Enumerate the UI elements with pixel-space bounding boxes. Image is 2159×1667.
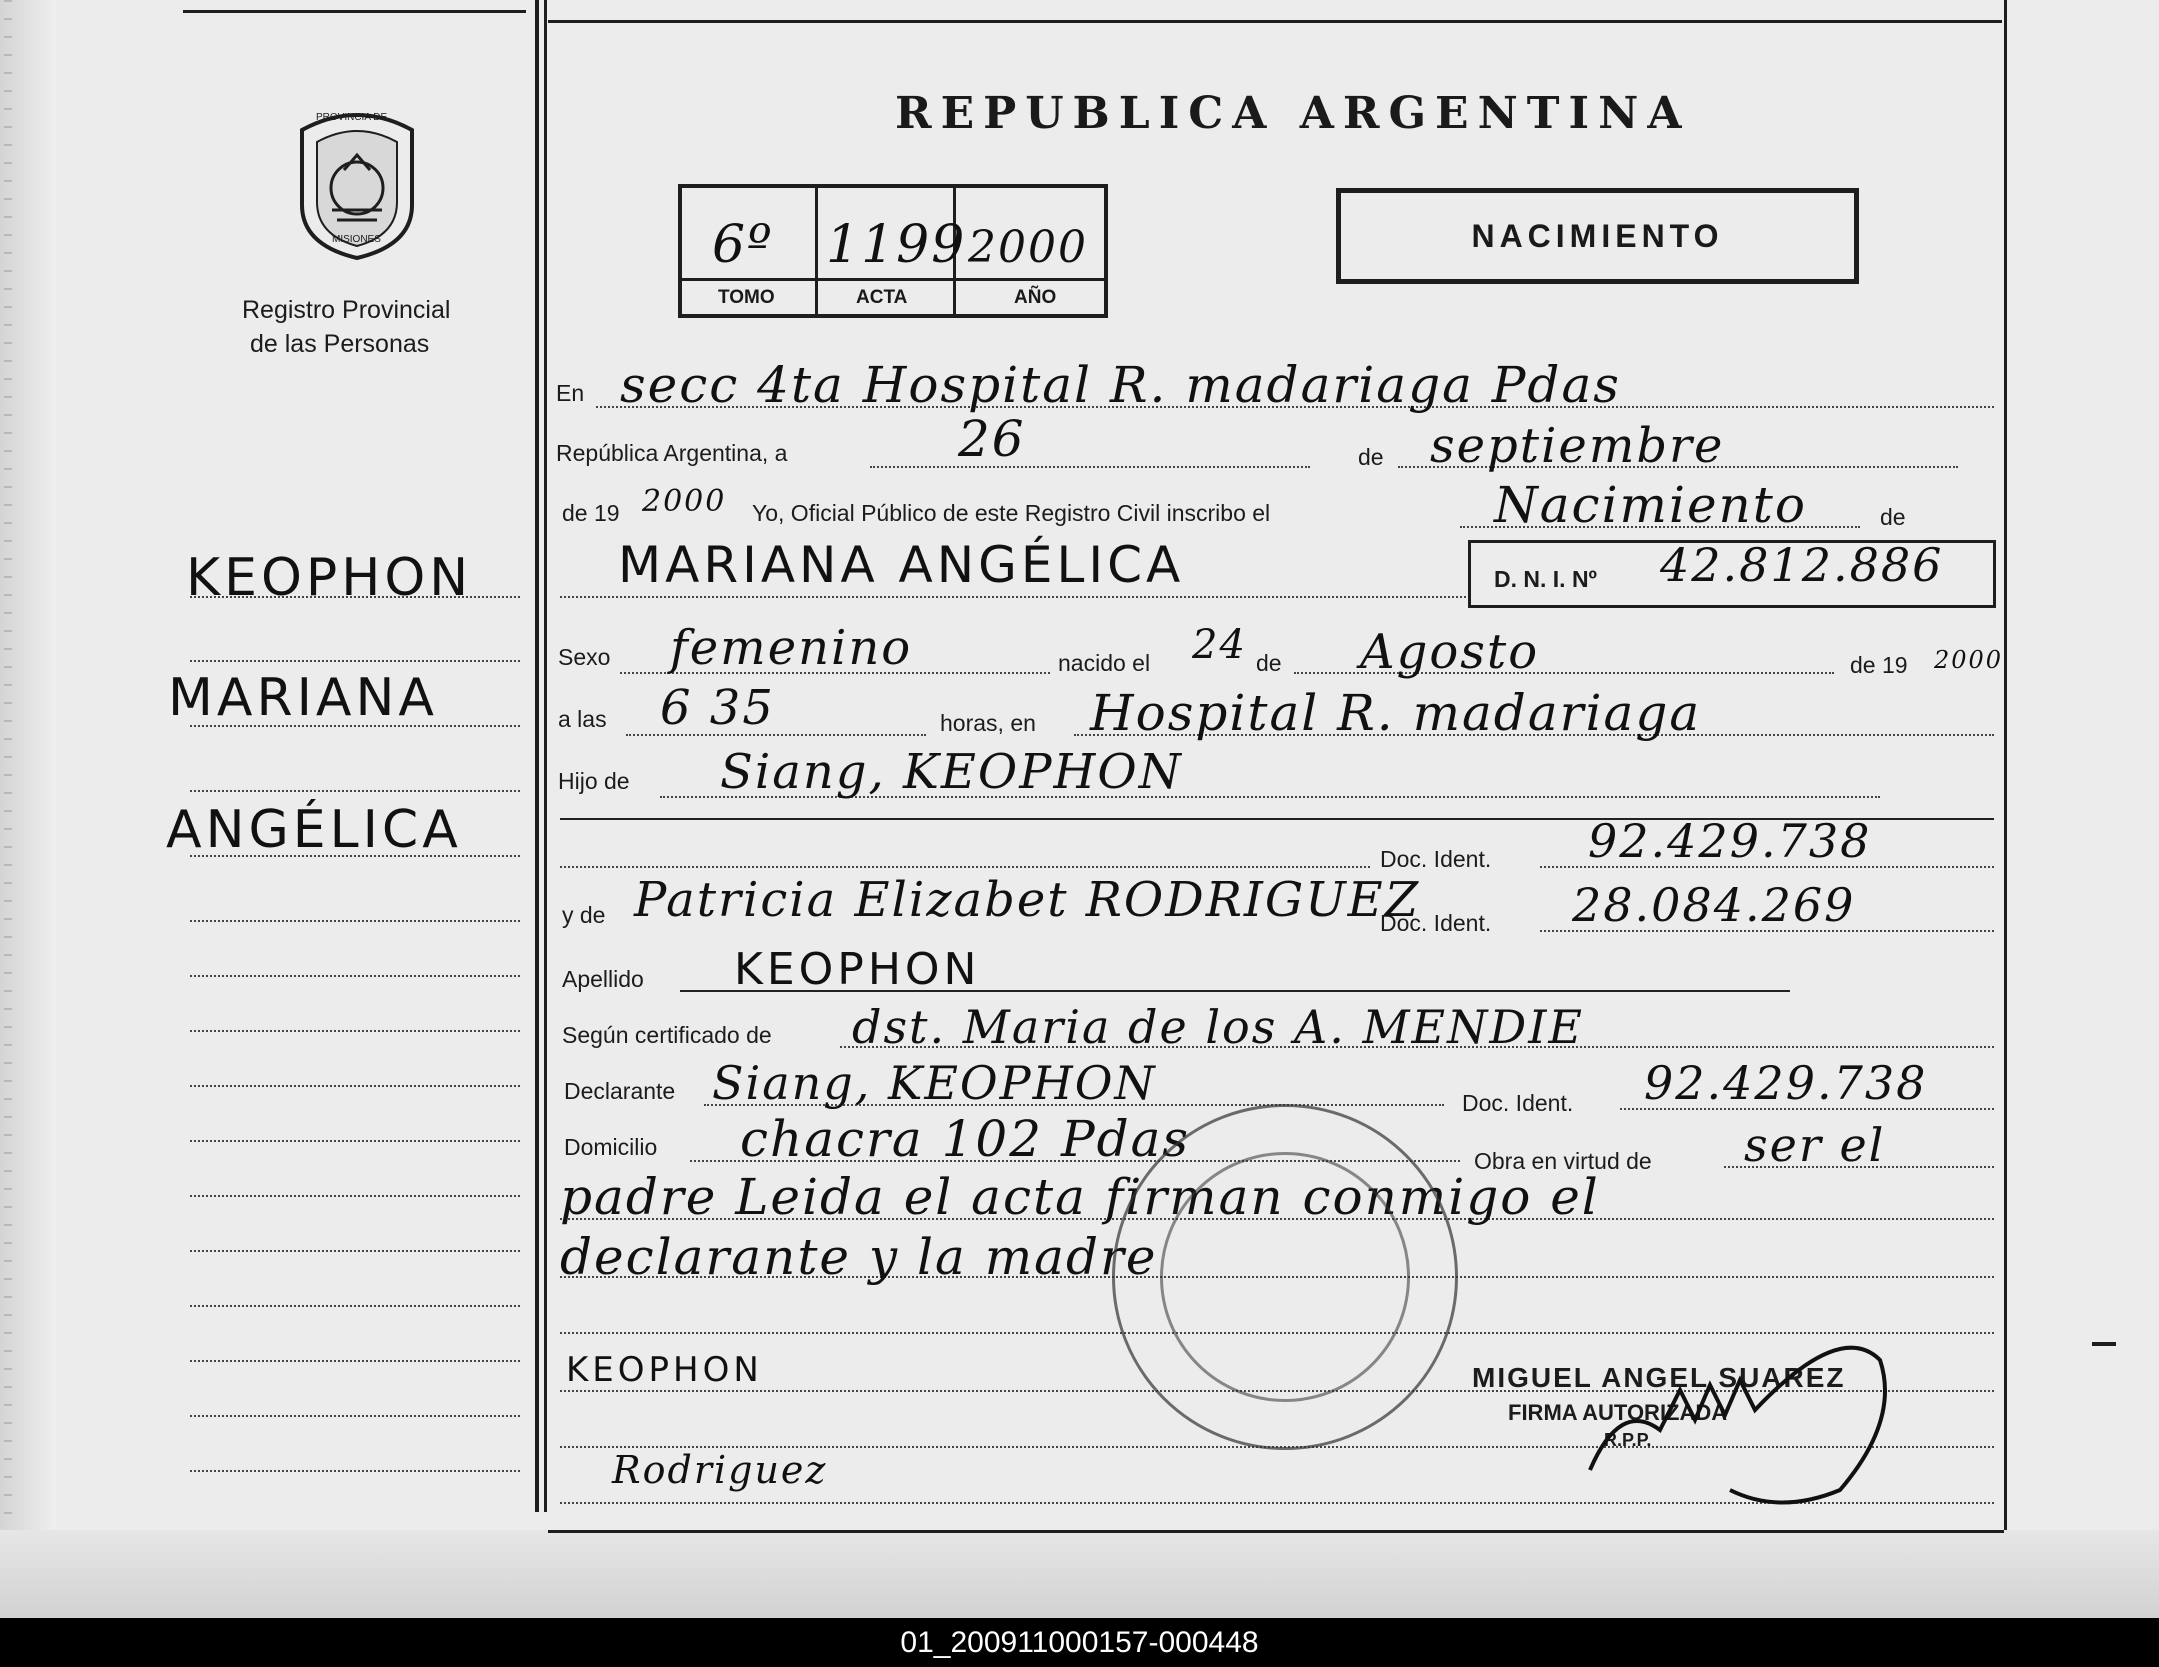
label-republica: República Argentina, a [556,440,788,466]
bottom-rule [548,1530,2004,1533]
label-dni: D. N. I. Nº [1494,566,1597,592]
label-doc-madre: Doc. Ident. [1380,910,1492,936]
label-sexo: Sexo [558,644,611,670]
ano-value: 2000 [968,222,1088,273]
signature-declarante: KEOPHON [566,1350,763,1390]
margin-line [190,725,520,727]
official-stamp-line2: FIRMA AUTORIZADA [1508,1400,1728,1425]
divider-left [535,0,539,1512]
value-tipo: Nacimiento [1494,476,1807,534]
margin-given-name-2: ANGÉLICA [166,800,462,860]
value-madre: Patricia Elizabet RODRIGUEZ [634,872,1421,928]
margin-line [190,1140,520,1142]
value-declarante: Siang, KEOPHON [712,1056,1157,1110]
top-rule-right [548,20,2002,23]
margin-line [190,1250,520,1252]
label-de-mid: de [1256,650,1282,676]
label-de-19: de 19 [562,500,620,526]
value-anio-inscripcion: 2000 [642,484,727,519]
margin-line [190,1305,520,1307]
image-id-footer: 01_200911000157-000448 [0,1618,2159,1667]
label-horas-en: horas, en [940,710,1036,736]
value-padre-doc: 92.429.738 [1588,814,1872,868]
tomo-label: TOMO [718,287,775,308]
value-mes: septiembre [1430,418,1725,474]
label-doc-declarante: Doc. Ident. [1462,1090,1574,1116]
official-stamp-line1: MIGUEL ANGEL SUAREZ [1472,1362,1846,1393]
value-mes-nac: Agosto [1360,624,1540,680]
value-nombre: MARIANA ANGÉLICA [618,536,1185,594]
value-dia-nac: 24 [1192,622,1247,668]
label-domicilio: Domicilio [564,1134,658,1160]
margin-line [190,790,520,792]
value-hora: 6 35 [660,680,775,736]
label-de: de [1358,444,1384,470]
margin-line [190,660,520,662]
seal-text-bottom: MISIONES [332,234,381,245]
margin-line [190,1085,520,1087]
label-y-de: y de [562,902,606,928]
top-rule-left [183,10,526,13]
value-domicilio: chacra 102 Pdas [740,1110,1191,1168]
label-apellido: Apellido [562,966,644,992]
value-nota-1: padre Leida el acta firman conmigo el [560,1168,1600,1226]
signature-madre: Rodriguez [612,1448,828,1492]
label-nacido-el: nacido el [1058,650,1151,676]
value-anio-nac: 2000 [1934,646,2004,674]
value-lugar-nac: Hospital R. madariaga [1090,684,1702,742]
divider-right [2004,0,2007,1530]
value-declarante-doc: 92.429.738 [1644,1056,1928,1110]
label-en: En [556,380,585,406]
acta-value: 1199 [826,215,967,275]
margin-line [190,1415,520,1417]
line-nombre [560,596,1466,598]
acta-label: ACTA [856,287,908,308]
page-bottom-strip [0,1530,2159,1618]
label-obra: Obra en virtud de [1474,1148,1652,1174]
label-declarante: Declarante [564,1078,676,1104]
margin-line [190,855,520,857]
seal-text-top: PROVINCIA DE [316,112,388,123]
label-hijo-de: Hijo de [558,768,630,794]
margin-surname: KEOPHON [186,548,473,608]
label-de-19-end: de 19 [1850,652,1908,678]
label-doc-padre: Doc. Ident. [1380,846,1492,872]
margin-line [190,1360,520,1362]
value-lugar: secc 4ta Hospital R. madariaga Pdas [620,356,1621,414]
margin-line [190,1470,520,1472]
binding-marks [4,0,12,1618]
value-padre: Siang, KEOPHON [720,744,1183,800]
label-segun: Según certificado de [562,1022,772,1048]
line-dia [870,466,1310,468]
record-type-box: NACIMIENTO [1336,188,1859,284]
ano-label: AÑO [1014,287,1057,308]
value-apellido: KEOPHON [734,944,981,995]
margin-given-name-1: MARIANA [168,668,438,728]
label-a-las: a las [558,706,607,732]
official-stamp-line3: R.P.P. [1604,1430,1652,1450]
record-id-divider [815,184,818,318]
record-id-rule [678,278,1108,281]
tomo-value: 6º [712,215,774,275]
line-padre-extra [560,866,1370,868]
label-oficial: Yo, Oficial Público de este Registro Civil inscribo el [752,500,1271,526]
margin-line [190,1030,520,1032]
registry-name-line2: de las Personas [250,330,430,358]
registry-name-line1: Registro Provincial [242,296,451,324]
margin-line [190,975,520,977]
value-sexo: femenino [670,620,913,676]
value-nota-2: declarante y la madre [560,1228,1158,1286]
value-obra: ser el [1744,1118,1886,1172]
value-dni: 42.812.886 [1660,538,1944,592]
official-signature-scribble-icon [1580,1300,1910,1520]
value-certificado: dst. Maria de los A. MENDIE [852,1000,1585,1054]
margin-line [190,1195,520,1197]
value-dia: 26 [958,410,1026,468]
document-title: REPUBLICA ARGENTINA [895,88,1691,139]
margin-line [190,920,520,922]
value-madre-doc: 28.084.269 [1572,878,1856,932]
margin-line [190,596,520,598]
label-de-end: de [1880,504,1906,530]
registry-round-stamp-inner [1160,1152,1410,1402]
divider-left-inner [544,0,547,1512]
edge-mark [2092,1342,2116,1346]
